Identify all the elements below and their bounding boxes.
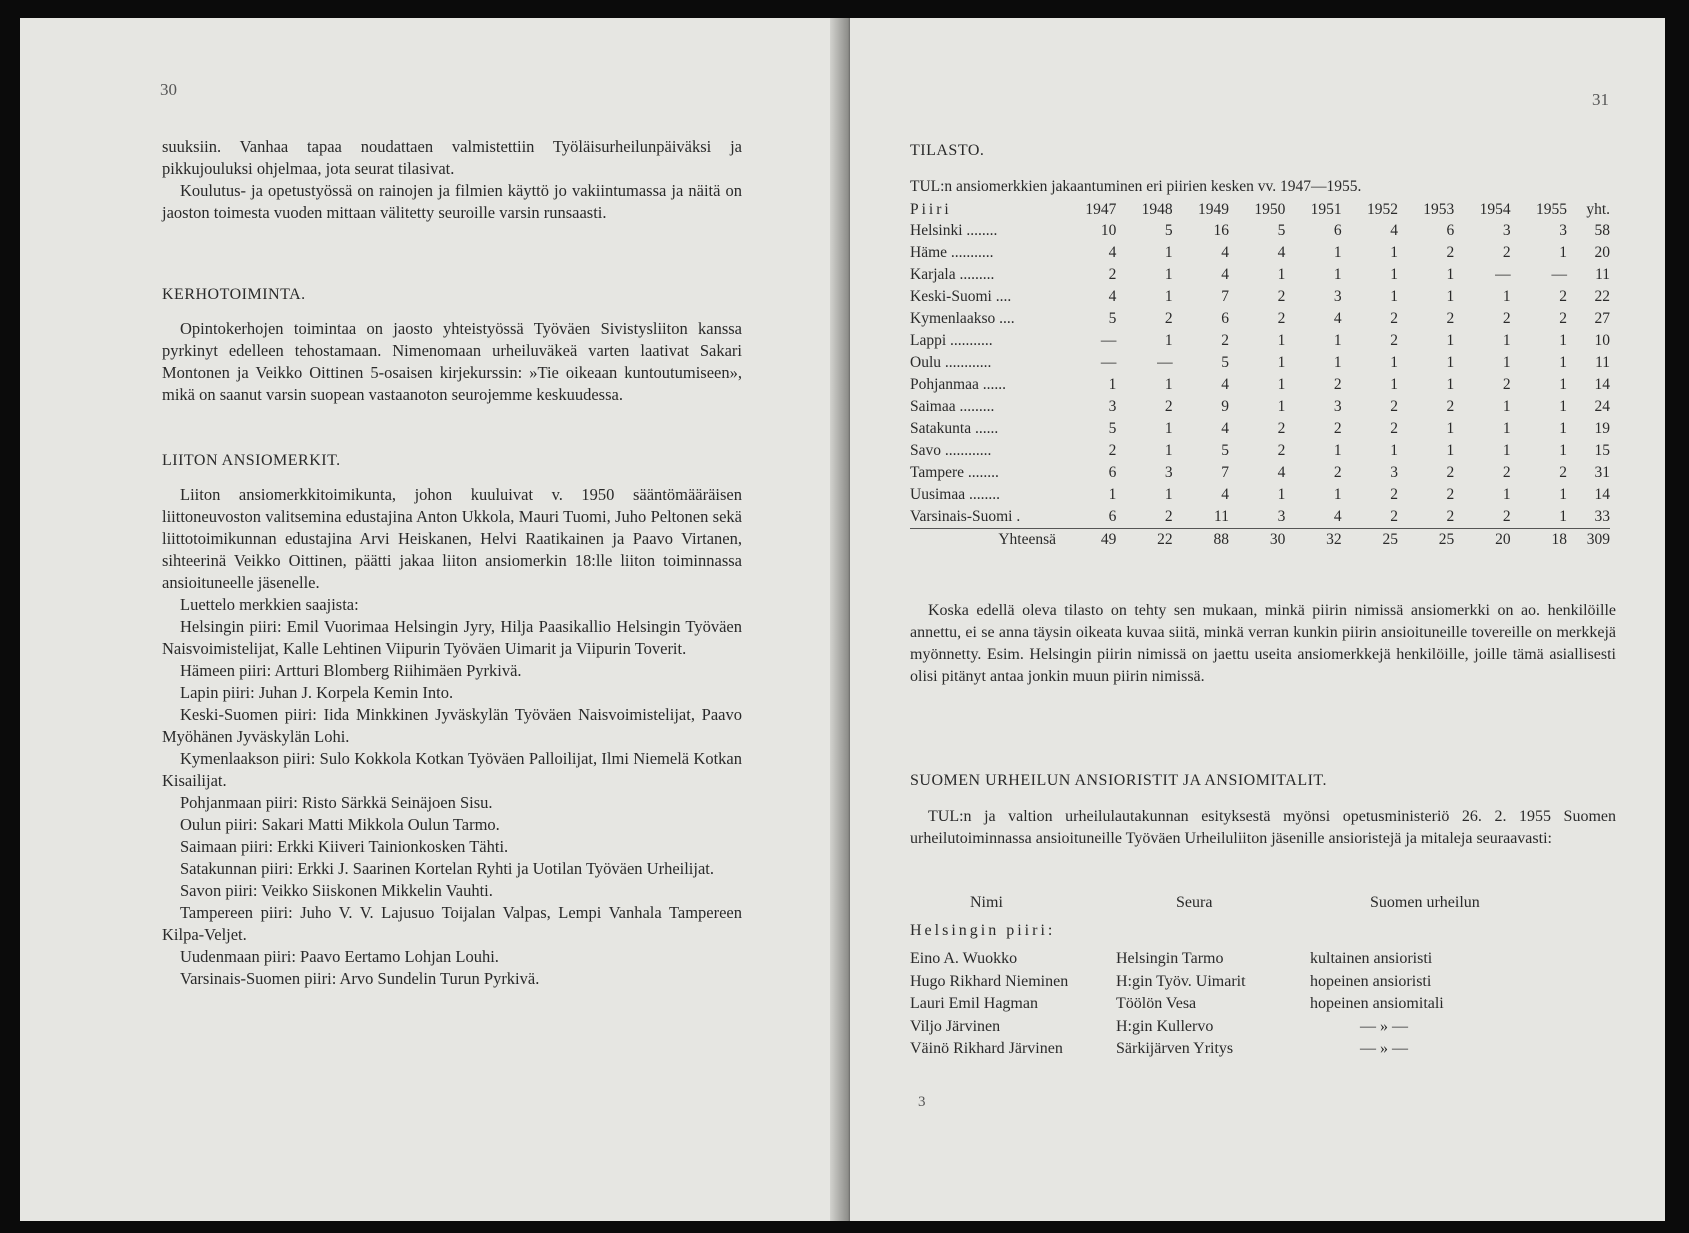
table-cell: 2 <box>1333 420 1342 437</box>
district-name: Tampere ........ <box>910 464 999 481</box>
table-cell: 1 <box>1559 376 1567 393</box>
table-cell: 1 <box>1446 354 1455 371</box>
district-name: Savo ............ <box>910 442 992 459</box>
award-name: Hugo Rikhard Nieminen <box>910 972 1069 990</box>
table-cell: 24 <box>1594 398 1610 415</box>
table-row <box>910 396 1610 418</box>
table-cell: 2 <box>1502 310 1511 327</box>
recipient-entry: Tampereen piiri: Juho V. V. Lajusuo Toijalan Valpas, Lempi Vanhala Tampereen Kilpa-Veljet. <box>162 903 742 944</box>
table-row <box>910 242 1610 264</box>
table-cell: 2 <box>1390 486 1398 503</box>
table-cell: 2 <box>1446 486 1455 503</box>
table-cell: 4 <box>1333 508 1342 525</box>
table-row <box>910 440 1610 462</box>
table-cell: 1 <box>1502 442 1511 459</box>
page-number-left: 30 <box>160 80 177 99</box>
district-name: Satakunta ...... <box>910 420 999 437</box>
table-row <box>910 484 1610 506</box>
award-award: kultainen ansioristi <box>1310 950 1433 967</box>
column-header: Piiri <box>910 201 952 218</box>
table-cell: 1 <box>1164 266 1173 283</box>
paragraph: TUL:n ja valtion urheilulautakunnan esityksestä myönsi opetusministeriö 26. 2. 1955 Suomen urheilutoiminnassa ansioituneille Työväen Urheiluliiton jäsenille ansioristejä ja mitaleja seuraavasti: <box>910 808 1616 847</box>
recipient-entry: Satakunnan piiri: Erkki J. Saarinen Kortelan Ryhti ja Uotilan Työväen Urheilijat. <box>180 859 715 878</box>
table-cell: 2 <box>1390 310 1398 327</box>
table-cell: 31 <box>1594 464 1610 481</box>
column-header: 1948 <box>1141 201 1173 218</box>
recipient-entry: Uudenmaan piiri: Paavo Eertamo Lohjan Louhi. <box>180 947 499 966</box>
kerho-text <box>162 318 742 406</box>
table-row <box>910 352 1610 374</box>
table-cell: 6 <box>1221 310 1229 327</box>
district-name: Varsinais-Suomi . <box>910 508 1021 525</box>
table-cell: 1 <box>1277 332 1286 349</box>
district-name: Helsinki ........ <box>910 222 998 239</box>
table-cell: 1 <box>1502 420 1511 437</box>
award-club: Helsingin Tarmo <box>1116 950 1224 967</box>
district-name: Oulu ............ <box>910 354 992 371</box>
table-cell: 33 <box>1594 508 1610 525</box>
table-cell: 3 <box>1108 398 1117 415</box>
table-cell: 1 <box>1164 486 1173 503</box>
table-cell: — <box>1100 354 1117 371</box>
signature-mark: 3 <box>918 1094 926 1110</box>
table-cell: 2 <box>1502 376 1511 393</box>
column-header: 1952 <box>1366 201 1398 218</box>
table-cell: 1 <box>1277 266 1286 283</box>
table-cell: 1 <box>1333 354 1342 371</box>
table-caption: TUL:n ansiomerkkien jakaantuminen eri piirien kesken vv. 1947—1955. <box>910 178 1362 195</box>
awards-table <box>910 892 1616 1072</box>
total-cell: 22 <box>1116 529 1172 552</box>
table-cell: 4 <box>1390 222 1398 239</box>
table-cell: — <box>1495 266 1511 283</box>
table-cell: 2 <box>1502 464 1511 481</box>
table-cell: 1 <box>1333 244 1342 261</box>
table-cell: 1 <box>1559 332 1567 349</box>
paragraph: Koulutus- ja opetustyössä on rainojen ja filmien käyttö jo vakiintumassa ja näitä on jaoston toimesta vuoden mittaan välitetty seuroille varsin runsaasti. <box>162 181 742 222</box>
table-row <box>910 286 1610 308</box>
table-cell: 2 <box>1390 332 1398 349</box>
section-heading-kerhotoiminta: KERHOTOIMINTA. <box>162 286 306 303</box>
table-cell: 1 <box>1446 266 1455 283</box>
column-header: 1951 <box>1310 201 1342 218</box>
column-header: yht. <box>1586 201 1610 218</box>
table-cell: 1 <box>1164 420 1173 437</box>
table-cell: 5 <box>1221 354 1229 371</box>
table-cell: 2 <box>1390 420 1398 437</box>
column-header: 1949 <box>1197 201 1229 218</box>
paragraph: Opintokerhojen toimintaa on jaosto yhteistyössä Työväen Sivistysliiton kanssa pyrkinyt edelleen tehostamaan. Nimenomaan urheiluväkeä varten laativat Sakari Montonen ja Veikko Oittinen 5-osaisen kirjekurssin: »Tie oikeaan kuntoutumiseen», mikä on saanut varsin suopean vastaanoton seurojemme keskuudessa. <box>162 319 742 404</box>
table-cell: 2 <box>1559 288 1567 305</box>
left-page <box>20 18 845 1221</box>
awards-header-club: Seura <box>1176 894 1213 911</box>
total-cell: 25 <box>1398 529 1454 552</box>
table-cell: 1 <box>1164 332 1173 349</box>
recipient-entry: Savon piiri: Veikko Siiskonen Mikkelin Vauhti. <box>180 881 493 900</box>
table-cell: 2 <box>1277 442 1286 459</box>
table-cell: 1 <box>1390 442 1398 459</box>
table-cell: 14 <box>1594 486 1610 503</box>
table-cell: 1 <box>1390 244 1398 261</box>
district-name: Pohjanmaa ...... <box>910 376 1006 393</box>
note-text <box>910 600 1616 688</box>
table-cell: 2 <box>1277 310 1286 327</box>
intro-text <box>162 136 742 224</box>
table-cell: 1 <box>1333 332 1342 349</box>
table-cell: 2 <box>1333 464 1342 481</box>
table-cell: 20 <box>1594 244 1610 261</box>
total-cell: 18 <box>1511 529 1567 552</box>
table-row <box>910 462 1610 484</box>
recipient-entry: Varsinais-Suomen piiri: Arvo Sundelin Turun Pyrkivä. <box>180 969 540 988</box>
district-name: Lappi ........... <box>910 332 993 349</box>
recipient-entry: Saimaan piiri: Erkki Kiiveri Tainionkosken Tähti. <box>180 837 509 856</box>
table-cell: 5 <box>1277 222 1286 239</box>
table-cell: 1 <box>1446 442 1455 459</box>
statistics-table <box>910 200 1610 551</box>
table-cell: 16 <box>1213 222 1229 239</box>
table-cell: 2 <box>1108 266 1117 283</box>
award-name: Eino A. Wuokko <box>910 950 1018 967</box>
table-cell: 1 <box>1559 420 1567 437</box>
table-row <box>910 330 1610 352</box>
right-page <box>850 18 1665 1221</box>
table-cell: 4 <box>1277 464 1286 481</box>
paragraph: suuksiin. Vanhaa tapaa noudattaen valmistettiin Työläisurheilunpäiväksi ja pikkujouluksi ohjelmaa, jota seurat tilasivat. <box>162 137 742 178</box>
table-cell: 2 <box>1446 398 1455 415</box>
table-cell: 4 <box>1221 486 1229 503</box>
table-cell: — <box>1157 354 1173 371</box>
table-cell: 15 <box>1594 442 1610 459</box>
awards-header-name: Nimi <box>970 894 1003 911</box>
suomen-text <box>910 806 1616 850</box>
table-total-row <box>910 529 1610 552</box>
table-cell: 4 <box>1221 420 1229 437</box>
table-cell: 1 <box>1164 288 1173 305</box>
table-cell: 2 <box>1164 398 1173 415</box>
table-cell: 1 <box>1333 442 1342 459</box>
table-cell: 1 <box>1164 376 1173 393</box>
table-cell: 7 <box>1221 288 1229 305</box>
table-cell: 2 <box>1446 310 1455 327</box>
table-cell: 4 <box>1221 244 1229 261</box>
table-cell: 1 <box>1502 486 1511 503</box>
table-cell: 4 <box>1221 266 1229 283</box>
table-cell: 3 <box>1333 398 1342 415</box>
table-cell: 1 <box>1502 332 1511 349</box>
section-heading-liiton-ansiomerkit: LIITON ANSIOMERKIT. <box>162 452 341 469</box>
award-award: hopeinen ansioristi <box>1310 972 1432 990</box>
paragraph: Koska edellä oleva tilasto on tehty sen mukaan, minkä piirin nimissä ansiomerkki on ao. henkilöille annettu, ei se anna täysin oikeata kuvaa siitä, minkä verran kunkin piirin ansioituneille tovereille on merkkejä myönnetty. Esim. Helsingin piirin nimissä on jaettu useita ansiomerkkejä henkilöille, joille tämä asiallisesti olisi pitänyt antaa jonkin muun piirin nimissä. <box>910 602 1616 685</box>
award-award: hopeinen ansiomitali <box>1310 995 1444 1012</box>
table-cell: 2 <box>1446 464 1455 481</box>
table-cell: 1 <box>1333 266 1342 283</box>
column-header: 1954 <box>1479 201 1511 218</box>
table-cell: 5 <box>1108 310 1117 327</box>
table-cell: 1 <box>1164 244 1173 261</box>
awards-header-award: Suomen urheilun <box>1370 894 1480 911</box>
table-cell: 1 <box>1108 486 1117 503</box>
table-cell: 1 <box>1559 398 1567 415</box>
table-cell: 1 <box>1390 354 1398 371</box>
table-cell: 3 <box>1164 464 1173 481</box>
table-cell: 2 <box>1446 244 1455 261</box>
column-header: 1947 <box>1085 201 1117 218</box>
recipient-entry: Oulun piiri: Sakari Matti Mikkola Oulun Tarmo. <box>180 815 500 834</box>
district-name: Karjala ......... <box>910 266 995 283</box>
table-cell: 1 <box>1390 288 1398 305</box>
table-cell: 2 <box>1502 244 1511 261</box>
table-cell: 1 <box>1559 244 1567 261</box>
district-name: Kymenlaakso .... <box>910 310 1015 327</box>
table-cell: 1 <box>1277 486 1286 503</box>
table-cell: 1 <box>1277 354 1286 371</box>
table-cell: 2 <box>1277 288 1286 305</box>
district-name: Saimaa ......... <box>910 398 995 415</box>
table-cell: 3 <box>1502 222 1511 239</box>
total-cell: 20 <box>1454 529 1510 552</box>
table-cell: 11 <box>1595 354 1610 371</box>
award-club: Töölön Vesa <box>1116 995 1197 1012</box>
total-cell: 309 <box>1567 529 1610 552</box>
table-cell: 2 <box>1559 310 1567 327</box>
table-cell: 2 <box>1164 508 1173 525</box>
section-heading-tilasto: TILASTO. <box>910 142 985 159</box>
table-cell: 1 <box>1333 486 1342 503</box>
table-cell: 1 <box>1502 288 1511 305</box>
table-cell: 6 <box>1333 222 1342 239</box>
column-header: 1950 <box>1254 201 1286 218</box>
page-number-right: 31 <box>1592 90 1609 109</box>
table-cell: 5 <box>1164 222 1173 239</box>
column-header: 1955 <box>1535 201 1567 218</box>
recipient-entry: Pohjanmaan piiri: Risto Särkkä Seinäjoen Sisu. <box>180 793 493 812</box>
total-cell: 49 <box>1060 529 1116 552</box>
table-cell: 3 <box>1277 508 1286 525</box>
paragraph: Liiton ansiomerkkitoimikunta, johon kuuluivat v. 1950 sääntömääräisen liittoneuvoston valitsemina edustajina Anton Ukkola, Mauri Tuomi, Juho Peltonen sekä liittotoimikunnan edustajina Arvi Heiskanen, Helvi Raatikainen ja Paavo Virtanen, sihteerinä Veikko Oittinen, päätti jakaa liiton ansiomerkin 18:lle liiton toiminnassa ansioituneelle jäsenelle. <box>162 485 742 592</box>
award-award: — » — <box>1360 1017 1408 1035</box>
table-cell: 10 <box>1100 222 1117 239</box>
table-cell: — <box>1551 266 1567 283</box>
table-cell: 6 <box>1108 508 1117 525</box>
table-cell: 3 <box>1559 222 1567 239</box>
table-cell: 11 <box>1595 266 1610 283</box>
table-cell: 3 <box>1390 464 1398 481</box>
table-cell: 58 <box>1594 222 1610 239</box>
table-cell: 2 <box>1390 398 1398 415</box>
table-cell: 1 <box>1446 376 1455 393</box>
table-cell: 2 <box>1164 310 1173 327</box>
total-cell: 25 <box>1342 529 1398 552</box>
table-cell: 2 <box>1108 442 1117 459</box>
table-cell: 1 <box>1446 420 1455 437</box>
award-name: Lauri Emil Hagman <box>910 995 1038 1012</box>
table-row <box>910 506 1610 529</box>
total-cell: 30 <box>1229 529 1285 552</box>
table-cell: 1 <box>1559 508 1567 525</box>
recipient-entry: Lapin piiri: Juhan J. Korpela Kemin Into. <box>180 683 454 702</box>
column-header: 1953 <box>1423 201 1455 218</box>
table-cell: 1 <box>1502 354 1511 371</box>
total-label: Yhteensä <box>910 529 1060 552</box>
table-cell: 2 <box>1446 508 1455 525</box>
award-name: Viljo Järvinen <box>910 1017 1001 1035</box>
table-cell: 6 <box>1108 464 1117 481</box>
table-cell: 22 <box>1594 288 1610 305</box>
table-cell: 1 <box>1390 376 1398 393</box>
table-cell: 4 <box>1108 288 1117 305</box>
table-cell: 2 <box>1277 420 1286 437</box>
table-cell: 11 <box>1214 508 1229 525</box>
table-cell: 7 <box>1221 464 1229 481</box>
table-cell: 1 <box>1164 442 1173 459</box>
table-cell: 5 <box>1108 420 1117 437</box>
table-cell: 2 <box>1333 376 1342 393</box>
table-cell: 1 <box>1277 398 1286 415</box>
table-cell: — <box>1100 332 1117 349</box>
recipient-entry: Kymenlaakson piiri: Sulo Kokkola Kotkan Työväen Palloilijat, Ilmi Niemelä Kotkan Kisailijat. <box>162 749 742 790</box>
liiton-text <box>162 484 742 990</box>
table-cell: 2 <box>1221 332 1229 349</box>
section-heading-suomen-urheilun: SUOMEN URHEILUN ANSIORISTIT JA ANSIOMITALIT. <box>910 772 1328 789</box>
table-header-row <box>910 200 1610 220</box>
table-row <box>910 418 1610 440</box>
district-name: Uusimaa ........ <box>910 486 1000 503</box>
table-cell: 14 <box>1594 376 1610 393</box>
table-cell: 4 <box>1221 376 1229 393</box>
table-cell: 1 <box>1559 442 1567 459</box>
table-cell: 4 <box>1277 244 1286 261</box>
table-cell: 10 <box>1594 332 1610 349</box>
recipient-entry: Keski-Suomen piiri: Iida Minkkinen Jyväskylän Työväen Naisvoimistelijat, Paavo Myöhänen Jyväskylän Lohi. <box>162 705 742 746</box>
recipients-label: Luettelo merkkien saajista: <box>180 595 359 614</box>
total-cell: 32 <box>1285 529 1341 552</box>
award-name: Väinö Rikhard Järvinen <box>910 1040 1063 1057</box>
recipient-entry: Helsingin piiri: Emil Vuorimaa Helsingin Jyry, Hilja Paasikallio Helsingin Työväen Naisvoimistelijat, Kalle Lehtinen Viipurin Työväen Uimarit ja Viipurin Toverit. <box>162 617 742 658</box>
award-club: H:gin Kullervo <box>1116 1017 1214 1035</box>
table-cell: 6 <box>1446 222 1455 239</box>
table-cell: 1 <box>1446 332 1455 349</box>
table-row <box>910 220 1610 242</box>
table-row <box>910 308 1610 330</box>
table-cell: 1 <box>1277 376 1286 393</box>
table-cell: 9 <box>1221 398 1229 415</box>
table-cell: 2 <box>1502 508 1511 525</box>
table-cell: 1 <box>1390 266 1398 283</box>
recipient-entry: Hämeen piiri: Artturi Blomberg Riihimäen Pyrkivä. <box>180 661 522 680</box>
total-cell: 88 <box>1173 529 1229 552</box>
table-cell: 19 <box>1594 420 1610 437</box>
table-row <box>910 264 1610 286</box>
table-cell: 3 <box>1333 288 1342 305</box>
district-name: Keski-Suomi .... <box>910 288 1012 305</box>
table-cell: 2 <box>1559 464 1567 481</box>
table-cell: 1 <box>1559 486 1567 503</box>
table-cell: 1 <box>1108 376 1117 393</box>
table-cell: 1 <box>1446 288 1455 305</box>
table-cell: 1 <box>1502 398 1511 415</box>
award-club: H:gin Työv. Uimarit <box>1116 972 1246 990</box>
table-row <box>910 374 1610 396</box>
award-club: Särkijärven Yritys <box>1116 1040 1234 1057</box>
award-award: — » — <box>1360 1040 1408 1057</box>
table-cell: 2 <box>1390 508 1398 525</box>
awards-district: Helsingin piiri: <box>910 922 1056 939</box>
table-cell: 5 <box>1221 442 1229 459</box>
table-cell: 27 <box>1594 310 1610 327</box>
table-cell: 4 <box>1333 310 1342 327</box>
table-cell: 1 <box>1559 354 1567 371</box>
table-cell: 4 <box>1108 244 1117 261</box>
district-name: Häme ........... <box>910 244 994 261</box>
